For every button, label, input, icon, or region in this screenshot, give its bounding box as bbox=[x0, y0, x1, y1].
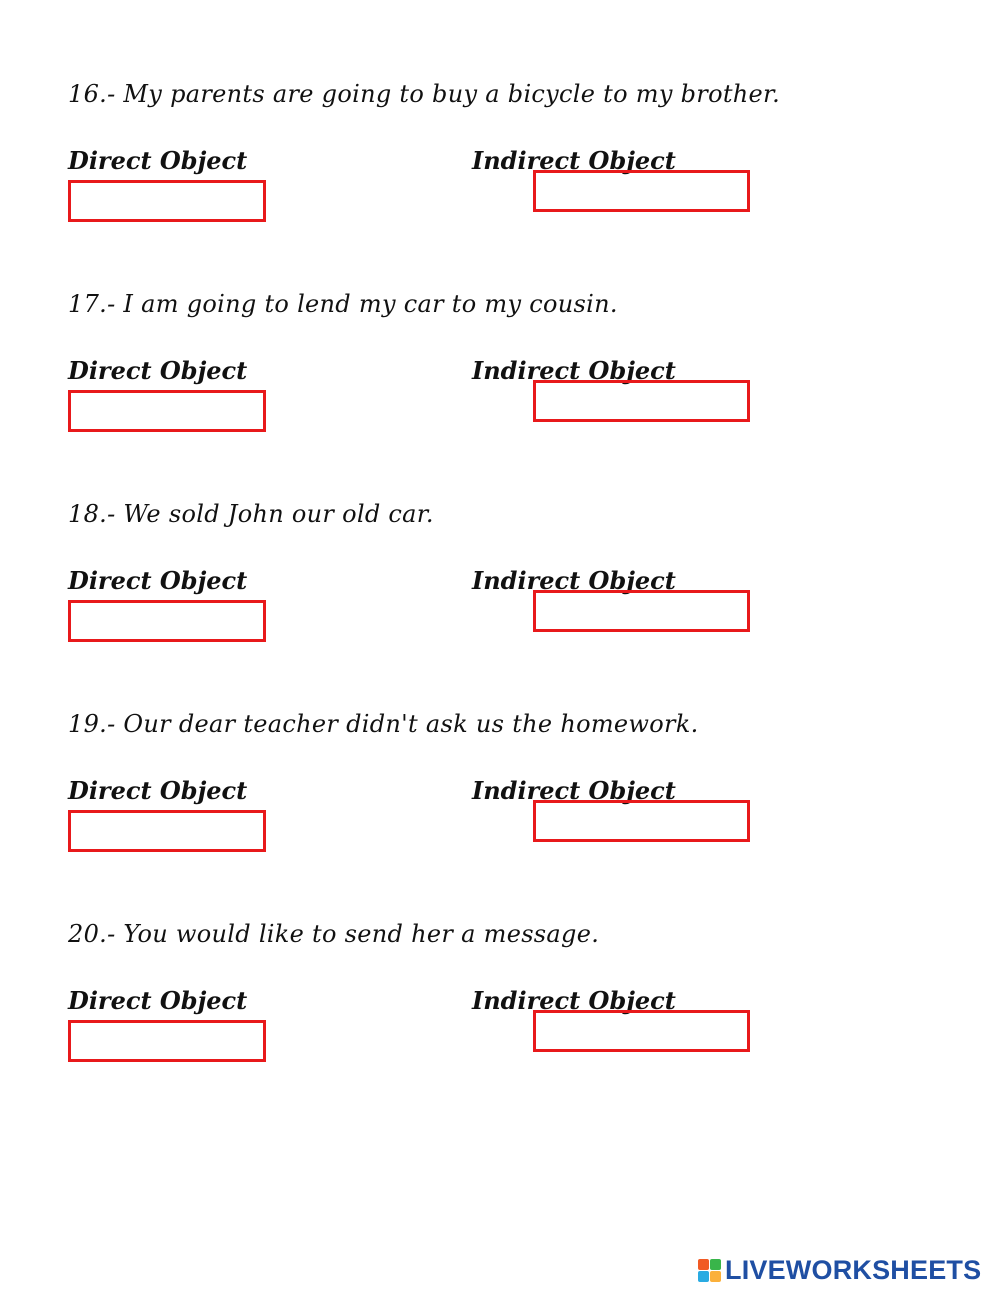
indirect-object-input[interactable] bbox=[533, 380, 750, 422]
logo-square bbox=[710, 1271, 721, 1282]
logo-square bbox=[698, 1271, 709, 1282]
indirect-object-input[interactable] bbox=[533, 1010, 750, 1052]
indirect-object-label: Indirect Object bbox=[472, 776, 676, 805]
direct-object-label: Direct Object bbox=[68, 356, 248, 385]
direct-object-input[interactable] bbox=[68, 180, 266, 222]
indirect-object-label: Indirect Object bbox=[472, 146, 676, 175]
indirect-object-label: Indirect Object bbox=[472, 356, 676, 385]
direct-object-label: Direct Object bbox=[68, 986, 248, 1015]
indirect-object-input[interactable] bbox=[533, 170, 750, 212]
direct-object-label: Direct Object bbox=[68, 146, 248, 175]
direct-object-input[interactable] bbox=[68, 1020, 266, 1062]
direct-object-input[interactable] bbox=[68, 600, 266, 642]
question-17 bbox=[0, 290, 1000, 490]
logo-square bbox=[698, 1259, 709, 1270]
question-sentence: 20.- You would like to send her a message. bbox=[68, 920, 600, 948]
indirect-object-label: Indirect Object bbox=[472, 566, 676, 595]
question-sentence: 17.- I am going to lend my car to my cousin. bbox=[68, 290, 618, 318]
direct-object-label: Direct Object bbox=[68, 776, 248, 805]
direct-object-input[interactable] bbox=[68, 390, 266, 432]
indirect-object-input[interactable] bbox=[533, 800, 750, 842]
question-18 bbox=[0, 500, 1000, 700]
liveworksheets-logo-icon bbox=[698, 1259, 721, 1282]
direct-object-input[interactable] bbox=[68, 810, 266, 852]
indirect-object-input[interactable] bbox=[533, 590, 750, 632]
question-sentence: 18.- We sold John our old car. bbox=[68, 500, 434, 528]
indirect-object-label: Indirect Object bbox=[472, 986, 676, 1015]
question-sentence: 16.- My parents are going to buy a bicycle to my brother. bbox=[68, 80, 781, 108]
question-20 bbox=[0, 920, 1000, 1120]
question-19 bbox=[0, 710, 1000, 910]
direct-object-label: Direct Object bbox=[68, 566, 248, 595]
liveworksheets-brand bbox=[698, 1255, 981, 1285]
logo-square bbox=[710, 1259, 721, 1270]
question-16 bbox=[0, 80, 1000, 280]
brand-wordmark: LIVEWORKSHEETS bbox=[725, 1255, 982, 1285]
question-sentence: 19.- Our dear teacher didn't ask us the homework. bbox=[68, 710, 699, 738]
